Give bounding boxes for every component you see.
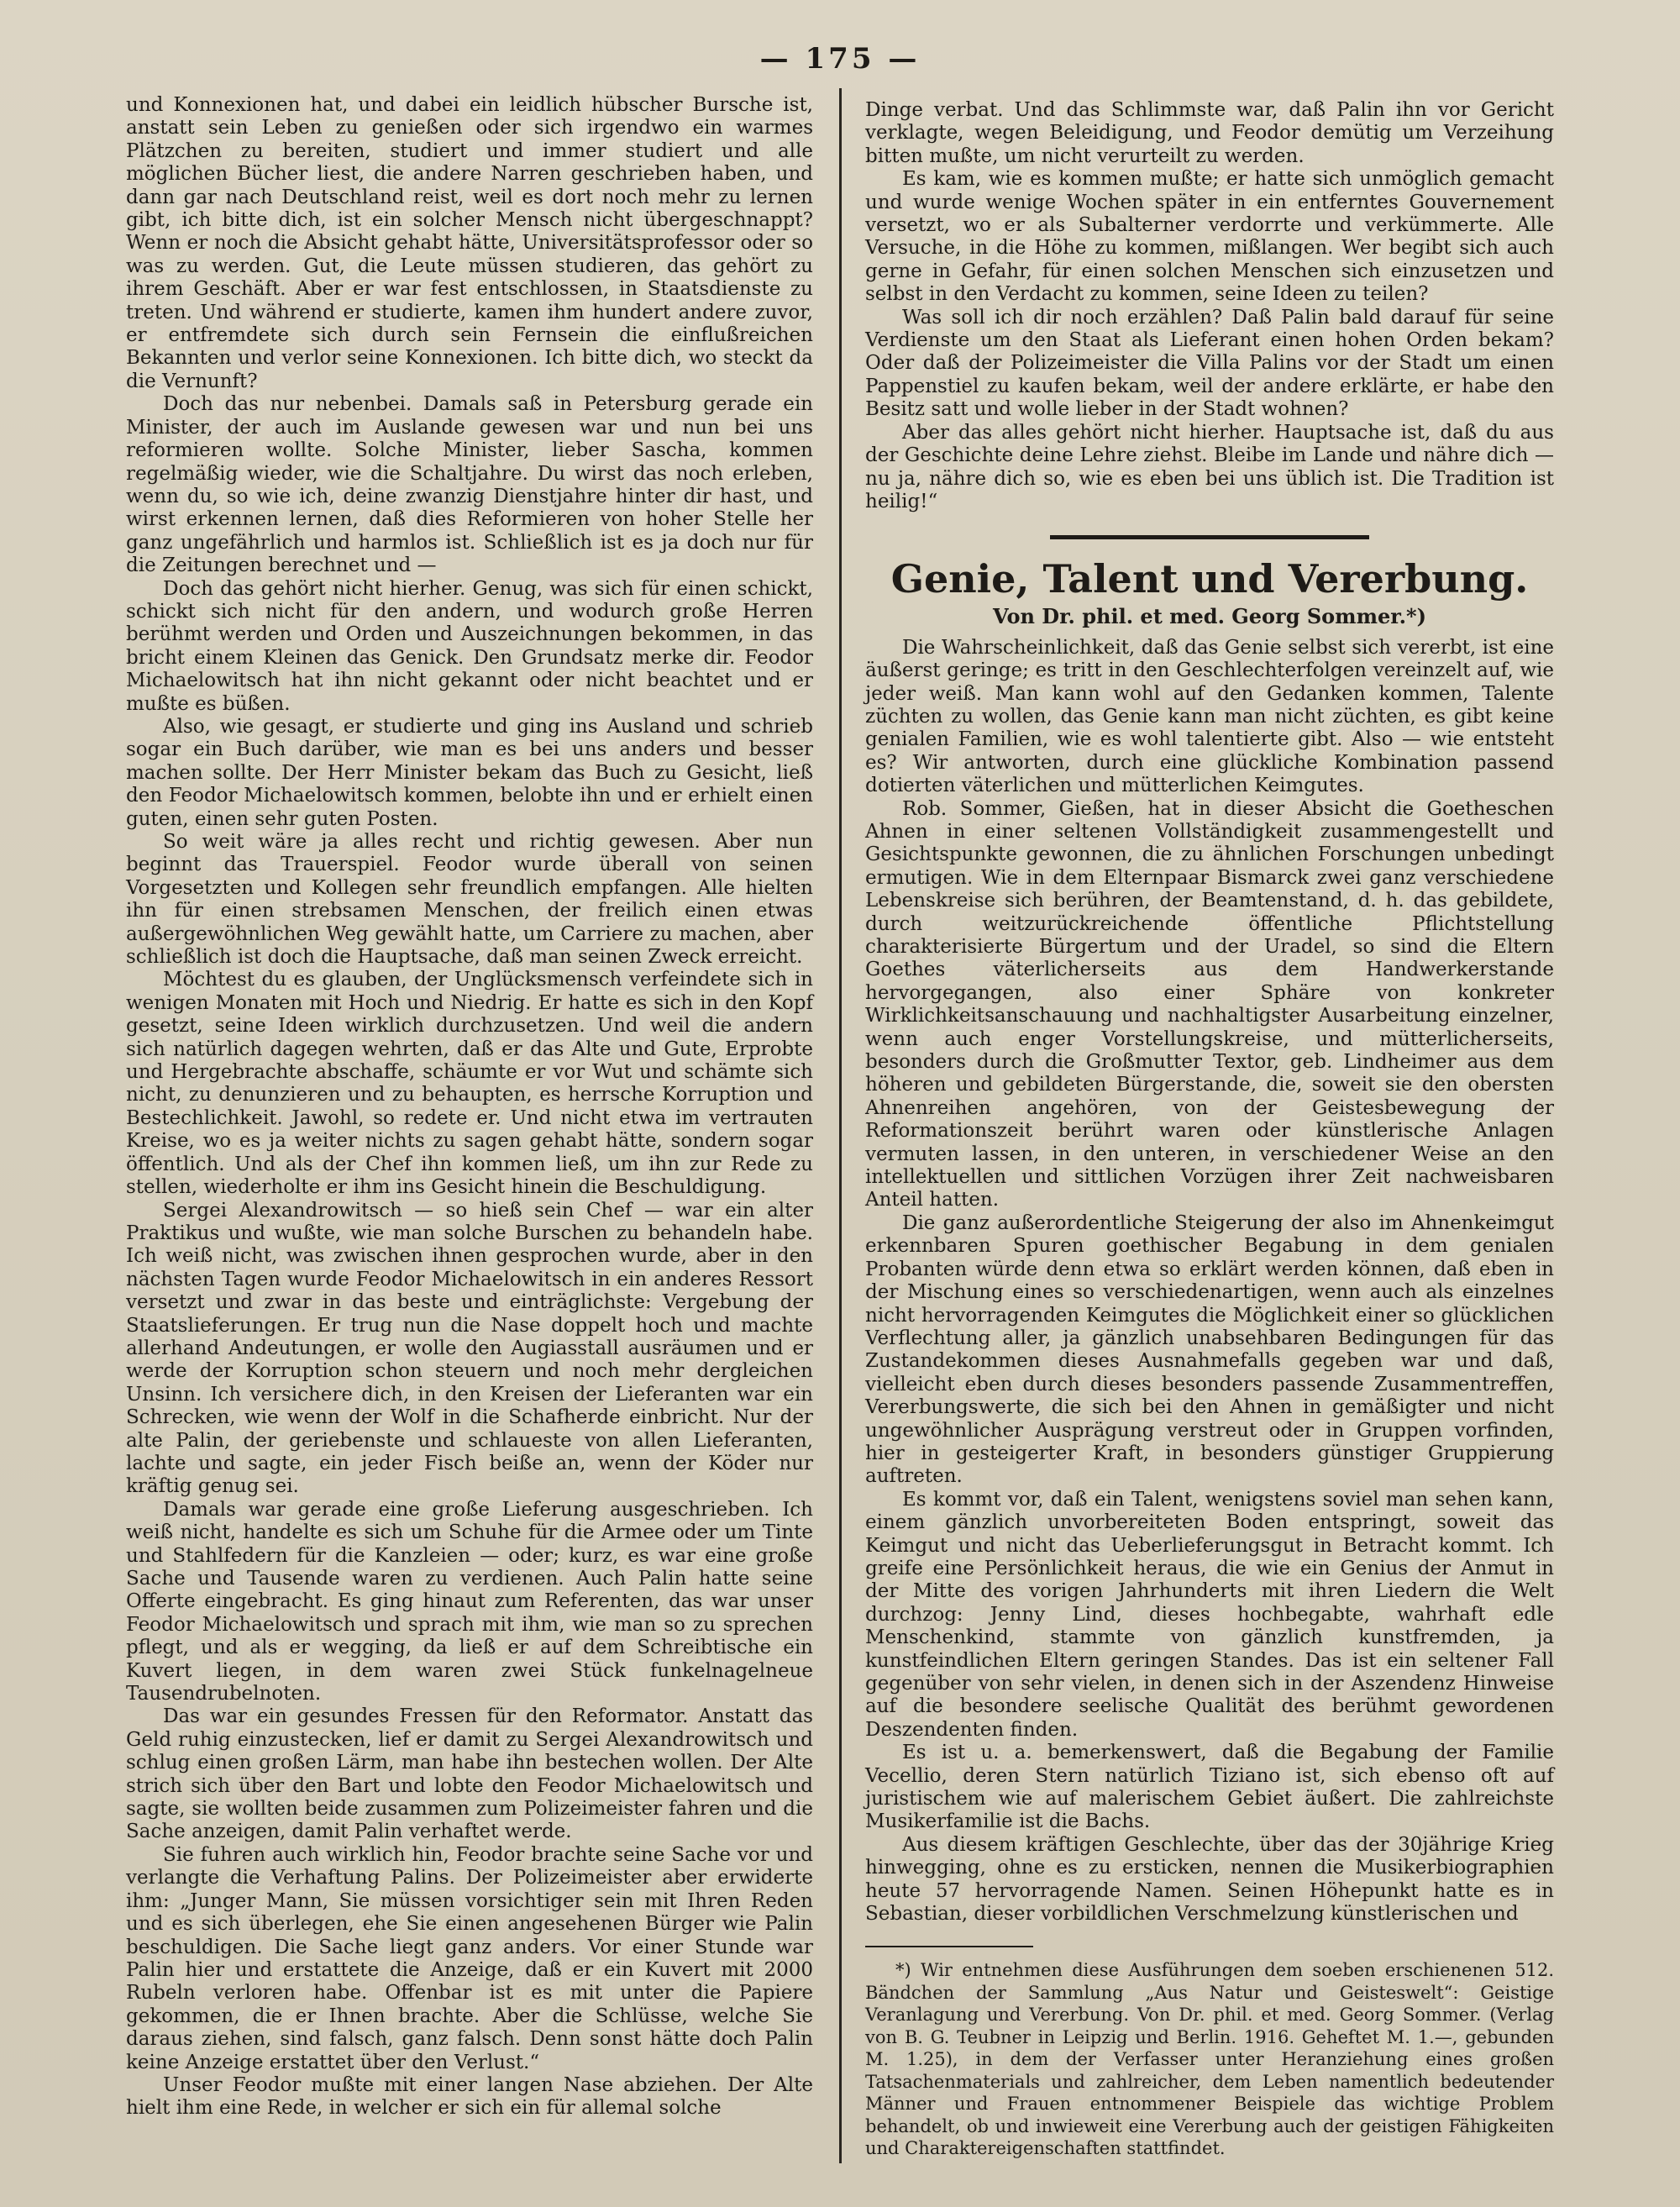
paragraph: Sie fuhren auch wirklich hin, Feodor brachte seine Sache vor und verlangte die Verhaftung Palins. Der Polizeimeister aber erwiderte ihm: „Junger Mann, Sie müssen vorsichtiger sein mit Ihren Reden und es sich überlegen, ehe Sie einen angesehenen Bürger wie Palin beschuldigen. Die Sache liegt ganz anders. Vor einer Stunde war Palin hier und erstattete die Anzeige, daß er ein Kuvert mit 2000 Rubeln verloren habe. Offenbar ist es mit unter die Papiere gekommen, die er Ihnen brachte. Aber die Schlüsse, welche Sie daraus ziehen, sind falsch, ganz falsch. Denn sonst hätte doch Palin keine Anzeige erstattet über den Verlust.“ [126, 1843, 813, 2073]
page-number: — 175 — [759, 42, 921, 76]
paragraph: und Konnexionen hat, und dabei ein leidlich hübscher Bursche ist, anstatt sein Leben zu genießen oder sich irgendwo ein warmes Plätzchen zu bereiten, studiert und immer studiert und alle möglichen Bücher liest, die andere Narren geschrieben haben, und dann gar nach Deutschland reist, weil es dort noch mehr zu lernen gibt, ich bitte dich, ist ein solcher Mensch nicht übergeschnappt? Wenn er noch die Absicht gehabt hätte, Universitätsprofessor oder so was zu werden. Gut, die Leute müssen studieren, das gehört zu ihrem Geschäft. Aber er war fest entschlossen, in Staatsdienste zu treten. Und während er studierte, kamen ihm hundert andere zuvor, er entfremdete sich durch sein Fernsein die einflußreichen Bekannten und verlor seine Konnexionen. Ich bitte dich, wo steckt da die Vernunft? [126, 94, 813, 392]
paragraph: Sergei Alexandrowitsch — so hieß sein Chef — war ein alter Praktikus und wußte, wie man solche Burschen zu behandeln habe. Ich weiß nicht, was zwischen ihnen gesprochen wurde, aber in den nächsten Tagen wurde Feodor Michaelowitsch in ein anderes Ressort versetzt und zwar in das beste und einträglichste: Vergebung der Staatslieferungen. Er trug nun die Nase doppelt hoch und machte allerhand Andeutungen, er wolle den Augiasstall ausräumen und er werde der Korruption schon steuern und noch mehr dergleichen Unsinn. Ich versichere dich, in den Kreisen der Lieferanten war ein Schrecken, wie wenn der Wolf in die Schafherde einbricht. Nur der alte Palin, der geriebenste und schlaueste von allen Lieferanten, lachte und sagte, ein jeder Fisch beiße an, wenn der Köder nur kräftig genug sei. [126, 1199, 813, 1498]
paragraph: Es kommt vor, daß ein Talent, wenigstens soviel man sehen kann, einem gänzlich unvorbereiteten Boden entspringt, soweit das Keimgut und nicht das Ueberlieferungsgut in Betracht kommt. Ich greife eine Persönlichkeit heraus, die wie ein Genius der Anmut in der Mitte des vorigen Jahrhunderts mit ihren Liedern die Welt durchzog: Jenny Lind, dieses hochbegabte, wahrhaft edle Menschenkind, stammte von gänzlich kunstfremden, ja kunstfeindlichen Eltern geringen Standes. Das ist ein seltener Fall gegenüber von sehr vielen, in denen sich in der Aszendenz Hinweise auf die besondere seelische Qualität des berühmt gewordenen Deszendenten finden. [865, 1488, 1554, 1741]
footnote-rule [865, 1946, 1033, 1947]
paragraph: Es kam, wie es kommen mußte; er hatte sich unmöglich gemacht und wurde wenige Wochen später in ein entferntes Gouvernement versetzt, wo er als Subalterner verdorrte und verkümmerte. Alle Versuche, in die Höhe zu kommen, mißlangen. Wer begibt sich auch gerne in Gefahr, für einen solchen Menschen sich einzusetzen und selbst in den Verdacht zu kommen, seine Ideen zu teilen? [865, 168, 1554, 306]
paragraph: Das war ein gesundes Fressen für den Reformator. Anstatt das Geld ruhig einzustecken, lief er damit zu Sergei Alexandrowitsch und schlug einen großen Lärm, man habe ihn bestechen wollen. Der Alte strich sich über den Bart und lobte den Feodor Michaelowitsch und sagte, sie wollten beide zusammen zum Polizeimeister fahren und die Sache anzeigen, damit Palin verhaftet werde. [126, 1705, 813, 1843]
paragraph: Aus diesem kräftigen Geschlechte, über das der 30jährige Krieg hinwegging, ohne es zu ersticken, nennen die Musikerbiographien heute 57 hervorragende Namen. Seinen Höhepunkt hatte es in Sebastian, dieser vorbildlichen Verschmelzung künstlerischen und [865, 1833, 1554, 1926]
article-byline: Von Dr. phil. et med. Georg Sommer.*) [993, 604, 1426, 629]
paragraph: Rob. Sommer, Gießen, hat in dieser Absicht die Goetheschen Ahnen in einer seltenen Vollständigkeit zusammengestellt und Gesichtspunkte gewonnen, die zu ähnlichen Forschungen unbedingt ermutigen. Wie in dem Elternpaar Bismarck zwei ganz verschiedene Lebenskreise sich berühren, der Beamtenstand, d. h. das gebildete, durch weitzurückreichende öffentliche Pflichtstellung charakterisierte Bürgertum und der Uradel, so sind die Eltern Goethes väterlicherseits aus dem Handwerkerstande hervorgegangen, also einer Sphäre von konkreter Wirklichkeitsanschauung und nachhaltigster Ausarbeitung einzelner, wenn auch enger Vorstellungskreise, und mütterlicherseits, besonders durch die Großmutter Textor, geb. Lindheimer aus dem höheren und gebildeten Bürgerstande, die, soweit sie den obersten Ahnenreihen angehören, von der Geistesbewegung der Reformationszeit berührt waren oder künstlerische Anlagen vermuten lassen, in den unteren, in verschiedener Weise an den intellektuellen und sittlichen Vorzügen ihrer Zeit nachweisbaren Anteil hatten. [865, 797, 1554, 1211]
paragraph: Die ganz außerordentliche Steigerung der also im Ahnenkeimgut erkennbaren Spuren goethischer Begabung in dem genialen Probanten würde denn etwa so erklärt werden können, daß eben in der Mischung eines so verschiedenartigen, wenn auch als einzelnes nicht hervorragenden Keimgutes die Möglichkeit einer so glücklichen Verflechtung aller, ja gänzlich unabsehbaren Bedingungen für das Zustandekommen dieses Ausnahmefalls gegeben war und daß, vielleicht eben durch dieses besonders passende Zusammentreffen, Vererbungswerte, die sich bei den Ahnen in gemäßigter und nicht ungewöhnlicher Ausprägung verstreut oder in Gruppen vorfinden, hier in gesteigerter Kraft, in besonders günstiger Gruppierung auftreten. [865, 1211, 1554, 1488]
right-column [865, 99, 1554, 2160]
paragraph: Aber das alles gehört nicht hierher. Hauptsache ist, daß du aus der Geschichte deine Lehre ziehst. Bleibe im Lande und nähre dich — nu ja, nähre dich so, wie es eben bei uns üblich ist. Die Tradition ist heilig!“ [865, 421, 1554, 512]
paragraph: So weit wäre ja alles recht und richtig gewesen. Aber nun beginnt das Trauerspiel. Feodor wurde überall von seinen Vorgesetzten und Kollegen sehr freundlich empfangen. Alle hielten ihn für einen strebsamen Menschen, der freilich einen etwas außergewöhnlichen Weg gewählt hatte, um Carriere zu machen, aber schließlich ist doch die Hauptsache, daß man seinen Zweck erreicht. [126, 831, 813, 969]
paragraph: Also, wie gesagt, er studierte und ging ins Ausland und schrieb sogar ein Buch darüber, wie man es bei uns anders und besser machen sollte. Der Herr Minister bekam das Buch zu Gesicht, ließ den Feodor Michaelowitsch kommen, belobte ihn und er erhielt einen guten, einen sehr guten Posten. [126, 715, 813, 830]
paragraph: Doch das gehört nicht hierher. Genug, was sich für einen schickt, schickt sich nicht für den andern, und wodurch große Herren berühmt werden und Orden und Auszeichnungen bekommen, in das bricht einem Kleinen das Genick. Den Grundsatz merke dir. Feodor Michaelowitsch hat ihn nicht gekannt oder nicht beachtet und er mußte es büßen. [126, 577, 813, 715]
paragraph: Unser Feodor mußte mit einer langen Nase abziehen. Der Alte hielt ihm eine Rede, in welcher er sich ein für allemal solche [126, 2073, 813, 2120]
paragraph: Die Wahrscheinlichkeit, daß das Genie selbst sich vererbt, ist eine äußerst geringe; es tritt in den Geschlechterfolgen vereinzelt auf, wie jeder weiß. Man kann wohl auf den Gedanken kommen, Talente züchten zu wollen, das Genie kann man nicht züchten, es gibt keine genialen Familien, wie es wohl talentierte gibt. Also — wie entsteht es? Wir antworten, durch eine glückliche Kombination passend dotierten väterlichen und mütterlichen Keimgutes. [865, 636, 1554, 797]
paragraph: Möchtest du es glauben, der Unglücksmensch verfeindete sich in wenigen Monaten mit Hoch und Niedrig. Er hatte es sich in den Kopf gesetzt, seine Ideen wirklich durchzusetzen. Und weil die andern sich natürlich dagegen wehrten, daß er das Alte und Gute, Erprobte und Hergebrachte abschaffe, schäumte er vor Wut und schämte sich nicht, zu denunzieren und zu behaupten, es herrsche Korruption und Bestechlichkeit. Jawohl, so redete er. Und nicht etwa im vertrauten Kreise, wo es ja weiter nichts zu sagen gehabt hätte, sondern sogar öffentlich. Und als der Chef ihn kommen ließ, um ihn zur Rede zu stellen, wiederholte er ihm ins Gesicht hinein die Beschuldigung. [126, 969, 813, 1199]
paragraph: Dinge verbat. Und das Schlimmste war, daß Palin ihn vor Gericht verklagte, wegen Beleidigung, und Feodor demütig um Verzeihung bitten mußte, um nicht verurteilt zu werden. [865, 99, 1554, 167]
column-divider [839, 88, 842, 2163]
left-column [126, 94, 813, 2120]
paragraph: Doch das nur nebenbei. Damals saß in Petersburg gerade ein Minister, der auch im Auslande gewesen war und nun bei uns reformieren wollte. Solche Minister, lieber Sascha, kommen regelmäßig wieder, wie die Schaltjahre. Du wirst das noch erleben, wenn du, so wie ich, deine zwanzig Dienstjahre hinter dir hast, und wirst erkennen lernen, daß dies Reformieren von hoher Stelle her ganz ungefährlich und harmlos ist. Schließlich ist es ja doch nur für die Zeitungen berechnet und — [126, 393, 813, 577]
paragraph: Was soll ich dir noch erzählen? Daß Palin bald darauf für seine Verdienste um den Staat als Lieferant einen hohen Orden bekam? Oder daß der Polizeimeister die Villa Palins vor der Stadt um einen Pappenstiel zu kaufen bekam, weil der andere erklärte, er habe den Besitz satt und wolle lieber in der Stadt wohnen? [865, 306, 1554, 421]
footnote: *) Wir entnehmen diese Ausführungen dem soeben erschienenen 512. Bändchen der Sammlung „Aus Natur und Geisteswelt“: Geistige Veranlagung und Vererbung. Von Dr. phil. et med. Georg Sommer. (Verlag von B. G. Teubner in Leipzig und Berlin. 1916. Geheftet M. 1.—, gebunden M. 1.25), in dem der Verfasser unter Heranziehung eines großen Tatsachenmaterials und zahlreicher, dem Leben namentlich bedeutender Männer und Frauen entnommener Beispiele das wichtige Problem behandelt, ob und inwieweit eine Vererbung auch der geistigen Fähigkeiten und Charaktereigenschaften stattfindet. [865, 1960, 1554, 2159]
section-rule [1050, 535, 1369, 539]
article-title: Genie, Talent und Vererbung. [890, 556, 1529, 602]
paragraph: Damals war gerade eine große Lieferung ausgeschrieben. Ich weiß nicht, handelte es sich um Schuhe für die Armee oder um Tinte und Stahlfedern für die Kanzleien — oder; kurz, es war eine große Sache und Tausende waren zu verdienen. Auch Palin hatte seine Offerte eingebracht. Es ging hinaut zum Referenten, das war unser Feodor Michaelowitsch und sprach mit ihm, wie man so zu sprechen pflegt, und als er wegging, da ließ er auf dem Schreibtische ein Kuvert liegen, in dem waren zwei Stück funkelnagelneue Tausendrubelnoten. [126, 1498, 813, 1705]
paragraph: Es ist u. a. bemerkenswert, daß die Begabung der Familie Vecellio, deren Stern natürlich Tiziano ist, sich ebenso oft auf juristischem wie auf malerischem Gebiet äußert. Die zahlreichste Musikerfamilie ist die Bachs. [865, 1742, 1554, 1833]
